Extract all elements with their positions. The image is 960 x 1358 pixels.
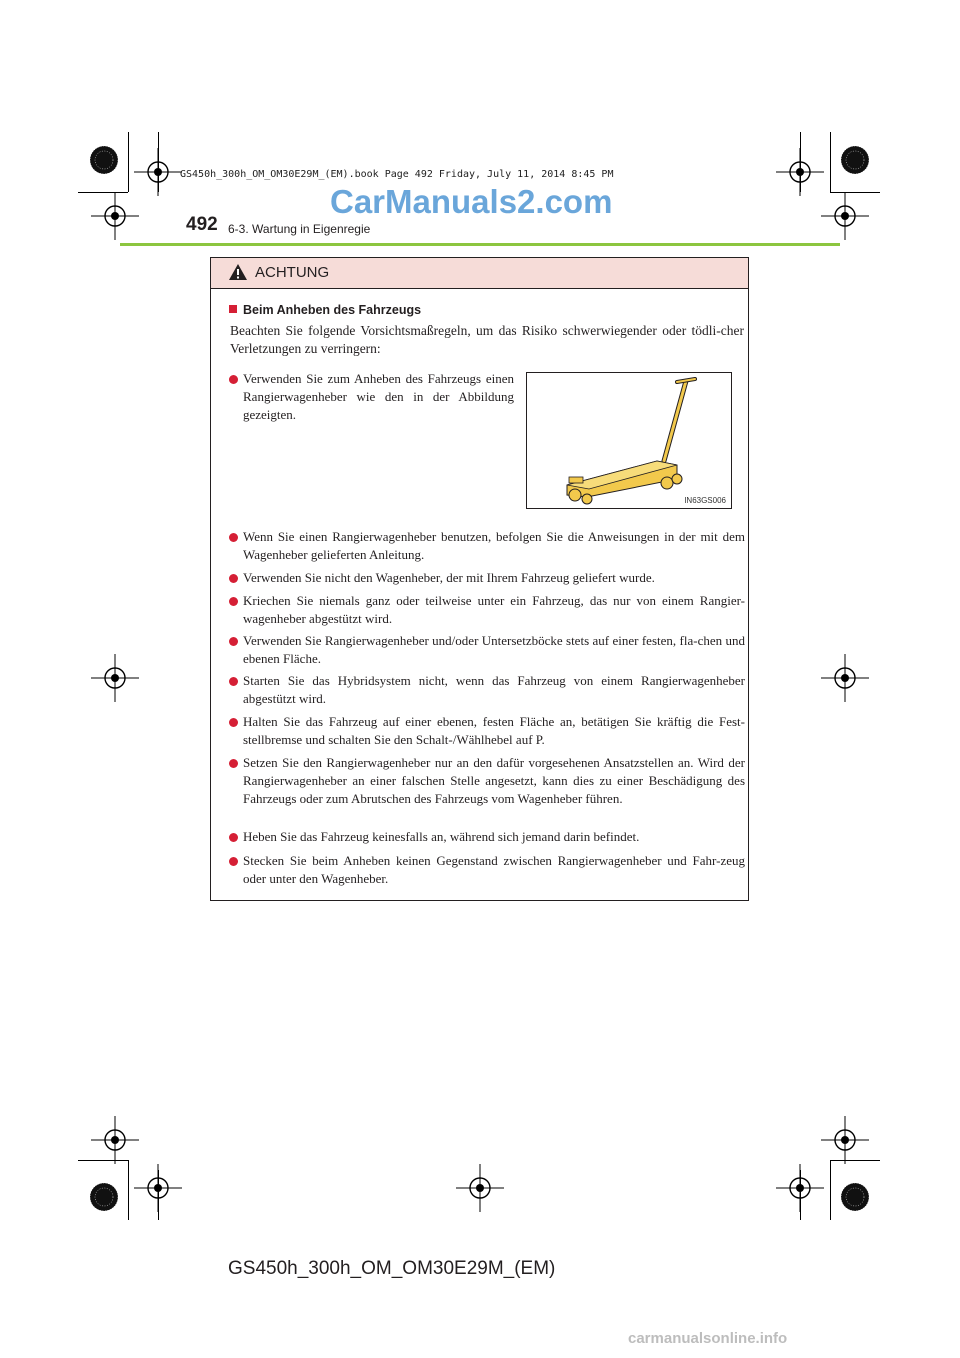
list-item-text: Heben Sie das Fahrzeug keinesfalls an, während sich jemand darin befindet. [243, 829, 640, 844]
list-item-text: Stecken Sie beim Anheben keinen Gegenstand zwischen Rangierwagenheber und Fahr-zeug oder unter den Wagenheber. [243, 853, 745, 886]
registration-target-icon [776, 1164, 824, 1212]
registration-target-icon [134, 1164, 182, 1212]
registration-target-icon [91, 192, 139, 240]
list-item [229, 672, 745, 708]
warning-heading-text: Beim Anheben des Fahrzeugs [243, 303, 422, 317]
warning-heading [229, 303, 421, 317]
bullet-dot-icon [229, 857, 238, 866]
registration-target-icon [91, 654, 139, 702]
registration-target-icon [91, 1116, 139, 1164]
list-item-text: Verwenden Sie Rangierwagenheber und/oder Untersetzböcke stets auf einer festen, fla-chen und ebenen Fläche. [243, 633, 745, 666]
registration-target-icon [821, 654, 869, 702]
floor-jack-illustration [527, 373, 731, 508]
list-item [229, 370, 514, 424]
floor-jack-figure [526, 372, 732, 509]
list-item-text: Halten Sie das Fahrzeug auf einer ebenen, festen Fläche an, betätigen Sie kräftig die Fest-stellbremse und schalten Sie den Schalt-/Wählhebel auf P. [243, 714, 745, 747]
square-bullet-icon [229, 305, 237, 313]
starburst-icon [90, 1183, 118, 1211]
warning-box [210, 257, 749, 901]
list-item [229, 852, 745, 888]
list-item [229, 828, 745, 846]
starburst-icon [841, 1183, 869, 1211]
list-item-text: Kriechen Sie niemals ganz oder teilweise unter ein Fahrzeug, das nur von einem Rangier-wagenheber abgestützt wird. [243, 593, 745, 626]
bullet-dot-icon [229, 677, 238, 686]
list-item-text: Setzen Sie den Rangierwagenheber nur an den dafür vorgesehenen Ansatzstellen an. Wird der Rangierwagenheber an einer falschen Stelle angesetzt, kann dies zu einer Beschädigung des Fahrzeugs oder zum Abrutschen des Fahrzeugs vom Wagenheber führen. [243, 755, 745, 806]
section-title: 6-3. Wartung in Eigenregie [228, 222, 371, 236]
registration-target-icon [456, 1164, 504, 1212]
starburst-icon [841, 146, 869, 174]
page-number: 492 [186, 214, 218, 235]
list-item-text: Wenn Sie einen Rangierwagenheber benutzen, befolgen Sie die Anweisungen in der mit dem Wagenheber gelieferten Anleitung. [243, 529, 745, 562]
warning-triangle-icon [228, 263, 248, 281]
watermark-top: CarManuals2.com [330, 183, 613, 220]
watermark-bottom: carmanualsonline.info [628, 1330, 788, 1347]
registration-target-icon [821, 1116, 869, 1164]
list-item [229, 754, 745, 808]
header-rule [120, 243, 840, 246]
list-item-text: Starten Sie das Hybridsystem nicht, wenn das Fahrzeug von einem Rangierwagenheber abgestützt wird. [243, 673, 745, 706]
book-info-line: GS450h_300h_OM_OM30E29M_(EM).book Page 492 Friday, July 11, 2014 8:45 PM [180, 169, 614, 180]
bullet-dot-icon [229, 375, 238, 384]
bullet-dot-icon [229, 759, 238, 768]
list-item-text: Verwenden Sie zum Anheben des Fahrzeugs einen Rangierwagenheber wie den in der Abbildung gezeigten. [243, 371, 514, 422]
bullet-dot-icon [229, 597, 238, 606]
footer-model-code: GS450h_300h_OM_OM30E29M_(EM) [228, 1258, 556, 1279]
registration-target-icon [134, 148, 182, 196]
list-item [229, 569, 745, 587]
warning-title: ACHTUNG [255, 264, 330, 281]
warning-intro: Beachten Sie folgende Vorsichtsmaßregeln, um das Risiko schwerwiegender oder tödli-cher Verletzungen zu verringern: [230, 323, 744, 356]
list-item [229, 713, 745, 749]
bullet-dot-icon [229, 637, 238, 646]
bullet-dot-icon [229, 718, 238, 727]
list-item [229, 528, 745, 564]
bullet-dot-icon [229, 833, 238, 842]
registration-target-icon [821, 192, 869, 240]
list-item [229, 592, 745, 628]
bullet-dot-icon [229, 533, 238, 542]
warning-header [211, 258, 748, 289]
figure-label: IN63GS006 [684, 496, 726, 505]
starburst-icon [90, 146, 118, 174]
list-item-text: Verwenden Sie nicht den Wagenheber, der mit Ihrem Fahrzeug geliefert wurde. [243, 570, 655, 585]
bullet-dot-icon [229, 574, 238, 583]
registration-target-icon [776, 148, 824, 196]
list-item [229, 632, 745, 668]
